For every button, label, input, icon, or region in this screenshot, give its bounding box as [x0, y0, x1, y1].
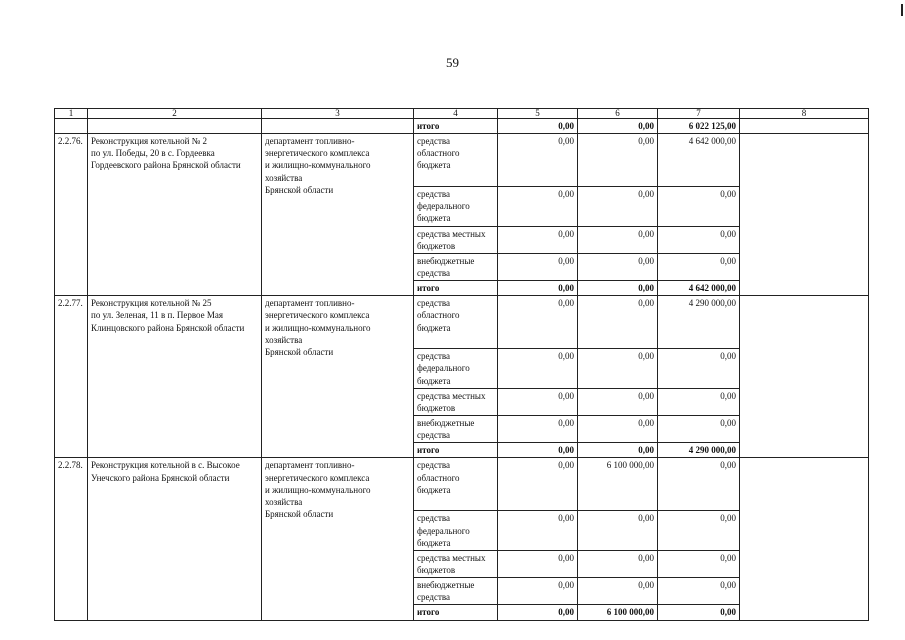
value-c6: 0,00 — [578, 296, 658, 349]
value-c7: 0,00 — [658, 349, 740, 388]
header-cell: 2 — [88, 109, 262, 119]
value-c7: 0,00 — [658, 253, 740, 280]
total-c5: 0,00 — [498, 119, 578, 134]
item-executor: департамент топливно- энергетического комплекса и жилищно-коммунального хозяйства Брянской области — [262, 458, 414, 620]
item-name: Реконструкция котельной № 2 по ул. Победы, 20 в с. Гордеевка Гордеевского района Брянской области — [88, 134, 262, 296]
value-c7: 0,00 — [658, 415, 740, 442]
header-row — [55, 109, 869, 119]
value-c7: 0,00 — [658, 550, 740, 577]
edge-mark — [901, 4, 903, 16]
total-label: итого — [414, 605, 498, 620]
value-c5: 0,00 — [498, 578, 578, 605]
total-c7: 6 022 125,00 — [658, 119, 740, 134]
funding-source: средства областного бюджета — [414, 134, 498, 187]
value-c7: 0,00 — [658, 578, 740, 605]
value-c6: 0,00 — [578, 226, 658, 253]
total-label: итого — [414, 119, 498, 134]
header-cell: 8 — [740, 109, 869, 119]
table-row — [55, 134, 869, 187]
budget-table — [54, 108, 869, 621]
value-c7: 0,00 — [658, 511, 740, 550]
column-8-cell — [740, 458, 869, 620]
item-code: 2.2.76. — [55, 134, 88, 296]
total-c5: 0,00 — [498, 443, 578, 458]
value-c5: 0,00 — [498, 388, 578, 415]
value-c6: 0,00 — [578, 578, 658, 605]
funding-source: внебюджетные средства — [414, 578, 498, 605]
item-executor: департамент топливно- энергетического комплекса и жилищно-коммунального хозяйства Брянской области — [262, 296, 414, 458]
total-c6: 6 100 000,00 — [578, 605, 658, 620]
value-c6: 0,00 — [578, 349, 658, 388]
value-c5: 0,00 — [498, 415, 578, 442]
value-c5: 0,00 — [498, 550, 578, 577]
value-c6: 0,00 — [578, 388, 658, 415]
value-c6: 0,00 — [578, 253, 658, 280]
funding-source: средства областного бюджета — [414, 296, 498, 349]
header-cell: 1 — [55, 109, 88, 119]
column-8-cell — [740, 134, 869, 296]
header-cell: 6 — [578, 109, 658, 119]
value-c7: 0,00 — [658, 187, 740, 226]
value-c7: 4 642 000,00 — [658, 134, 740, 187]
value-c5: 0,00 — [498, 187, 578, 226]
funding-source: средства федерального бюджета — [414, 349, 498, 388]
value-c6: 0,00 — [578, 511, 658, 550]
total-c7: 4 642 000,00 — [658, 281, 740, 296]
table-row — [55, 296, 869, 349]
total-label: итого — [414, 281, 498, 296]
value-c7: 0,00 — [658, 458, 740, 511]
value-c5: 0,00 — [498, 458, 578, 511]
funding-source: средства местных бюджетов — [414, 388, 498, 415]
value-c6: 0,00 — [578, 134, 658, 187]
page-number: 59 — [446, 55, 459, 70]
total-c5: 0,00 — [498, 605, 578, 620]
value-c6: 0,00 — [578, 550, 658, 577]
total-c7: 0,00 — [658, 605, 740, 620]
total-c7: 4 290 000,00 — [658, 443, 740, 458]
item-name: Реконструкция котельной в с. Высокое Унечского района Брянской области — [88, 458, 262, 620]
header-cell: 5 — [498, 109, 578, 119]
top-total-row — [55, 119, 869, 134]
value-c7: 0,00 — [658, 226, 740, 253]
table-row — [55, 458, 869, 511]
value-c6: 0,00 — [578, 187, 658, 226]
value-c5: 0,00 — [498, 134, 578, 187]
funding-source: средства местных бюджетов — [414, 550, 498, 577]
item-name: Реконструкция котельной № 25 по ул. Зеленая, 11 в п. Первое Мая Клинцовского района Брянской области — [88, 296, 262, 458]
funding-source: внебюджетные средства — [414, 253, 498, 280]
value-c5: 0,00 — [498, 349, 578, 388]
column-8-cell — [740, 296, 869, 458]
total-label: итого — [414, 443, 498, 458]
total-c6: 0,00 — [578, 281, 658, 296]
value-c5: 0,00 — [498, 296, 578, 349]
funding-source: средства местных бюджетов — [414, 226, 498, 253]
total-c5: 0,00 — [498, 281, 578, 296]
funding-source: средства федерального бюджета — [414, 511, 498, 550]
funding-source: средства областного бюджета — [414, 458, 498, 511]
funding-source: внебюджетные средства — [414, 415, 498, 442]
value-c5: 0,00 — [498, 511, 578, 550]
header-cell: 4 — [414, 109, 498, 119]
value-c6: 0,00 — [578, 415, 658, 442]
total-c6: 0,00 — [578, 443, 658, 458]
value-c5: 0,00 — [498, 226, 578, 253]
item-executor: департамент топливно- энергетического комплекса и жилищно-коммунального хозяйства Брянской области — [262, 134, 414, 296]
item-code: 2.2.78. — [55, 458, 88, 620]
value-c6: 6 100 000,00 — [578, 458, 658, 511]
value-c7: 4 290 000,00 — [658, 296, 740, 349]
total-c6: 0,00 — [578, 119, 658, 134]
header-cell: 7 — [658, 109, 740, 119]
header-cell: 3 — [262, 109, 414, 119]
value-c7: 0,00 — [658, 388, 740, 415]
funding-source: средства федерального бюджета — [414, 187, 498, 226]
value-c5: 0,00 — [498, 253, 578, 280]
item-code: 2.2.77. — [55, 296, 88, 458]
